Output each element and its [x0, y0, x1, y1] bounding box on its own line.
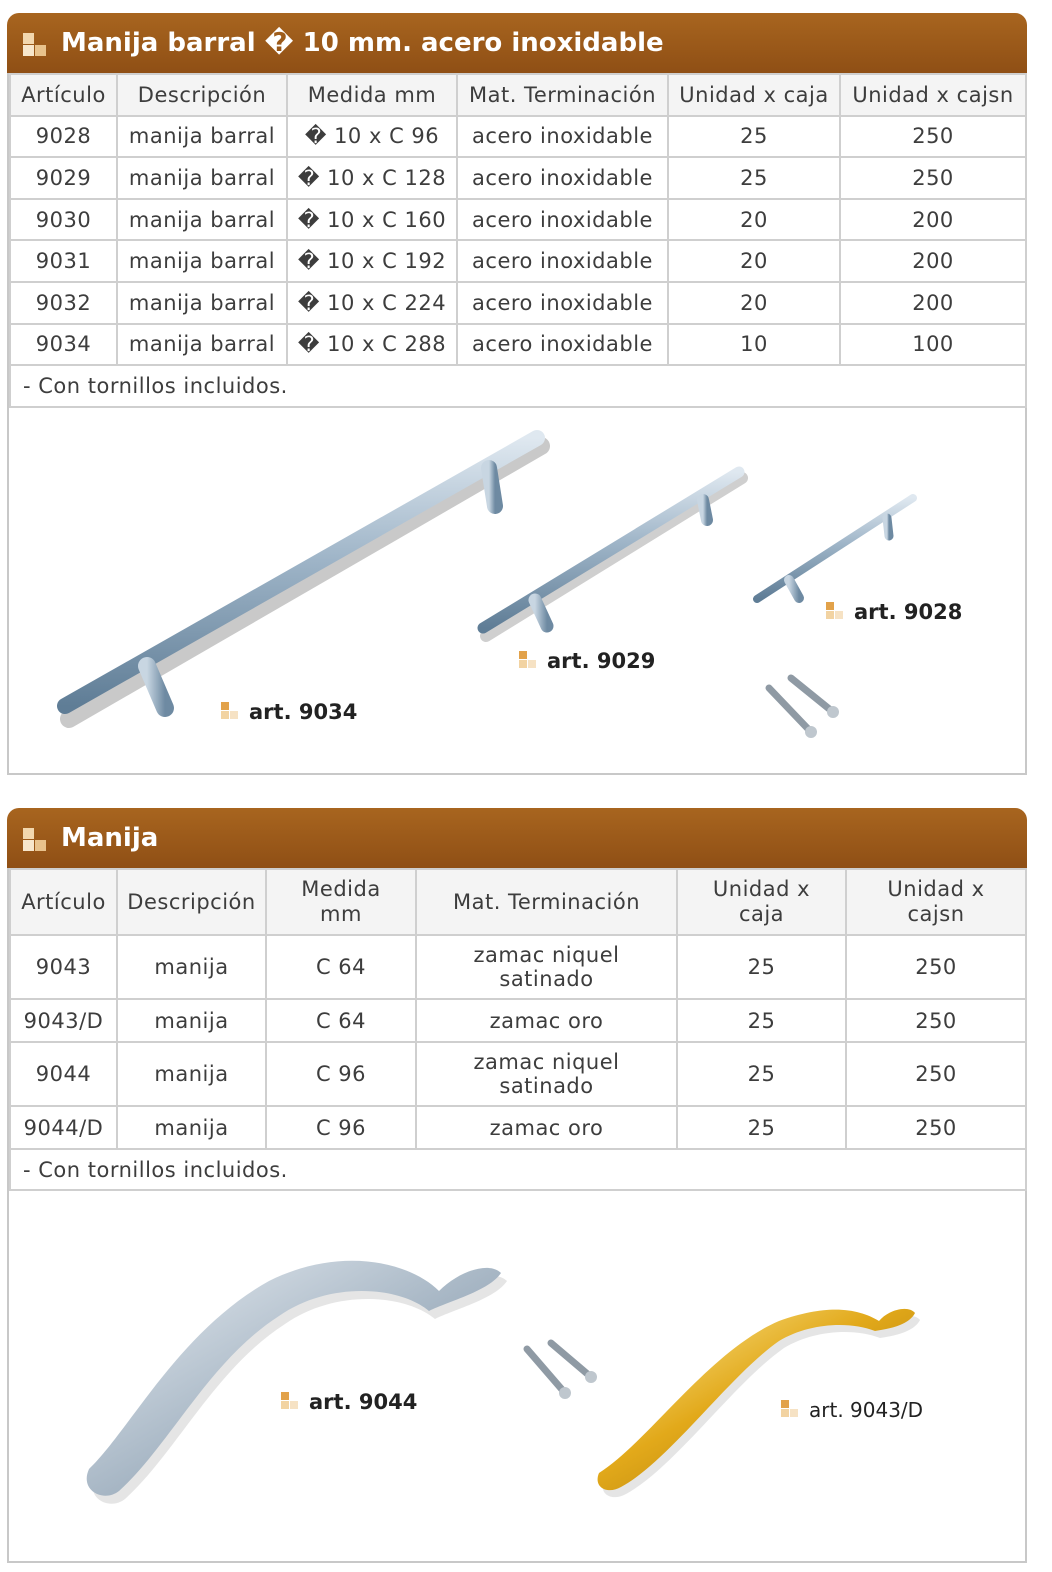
product-photo-manija [9, 1191, 1025, 1561]
bullet-squares-icon [221, 702, 241, 722]
cell-unidad-cajsn: 250 [840, 157, 1026, 199]
cell-terminacion: zamac oro [416, 999, 677, 1042]
cell-unidad-cajsn: 250 [840, 116, 1026, 158]
table-row [10, 999, 1026, 1042]
cell-medida: � 10 x C 160 [287, 199, 457, 241]
note-text: - Con tornillos incluidos. [10, 1149, 1026, 1190]
cell-unidad-cajsn: 200 [840, 282, 1026, 324]
section-header [7, 808, 1027, 868]
note-row [10, 365, 1026, 407]
art-label-9034 [221, 700, 357, 724]
col-unidad-caja: Unidad x caja [677, 869, 846, 935]
cell-articulo: 9029 [10, 157, 117, 199]
col-descripcion: Descripción [117, 74, 287, 116]
col-unidad-cajsn: Unidad x cajsn [846, 869, 1026, 935]
cell-terminacion: acero inoxidable [457, 240, 668, 282]
cell-articulo: 9028 [10, 116, 117, 158]
art-label-9029 [519, 649, 655, 673]
cell-terminacion: acero inoxidable [457, 199, 668, 241]
cell-descripcion: manija [117, 999, 266, 1042]
cell-unidad-caja: 25 [677, 999, 846, 1042]
table-row [10, 1106, 1026, 1149]
section-title: Manija [61, 823, 159, 853]
cell-descripcion: manija [117, 1042, 266, 1106]
cell-unidad-cajsn: 250 [846, 935, 1026, 999]
bullet-squares-icon [781, 1400, 801, 1420]
art-label-text: art. 9044 [309, 1390, 418, 1414]
cell-unidad-cajsn: 250 [846, 999, 1026, 1042]
cell-medida: C 96 [266, 1042, 416, 1106]
art-label-text: art. 9043/D [809, 1398, 924, 1422]
table-header-row [10, 74, 1026, 116]
note-text: - Con tornillos incluidos. [10, 365, 1026, 407]
screws-shape [527, 1343, 597, 1399]
table-row [10, 1042, 1026, 1106]
handle-9034-shape [65, 438, 541, 719]
cell-descripcion: manija barral [117, 282, 287, 324]
art-label-9044 [281, 1390, 417, 1414]
col-articulo: Artículo [10, 74, 117, 116]
product-photo-barral [9, 408, 1025, 773]
cell-articulo: 9032 [10, 282, 117, 324]
cell-unidad-caja: 20 [668, 282, 840, 324]
bullet-squares-icon [519, 651, 539, 671]
cell-medida: C 64 [266, 935, 416, 999]
product-section-barral [7, 13, 1027, 775]
table-row [10, 324, 1026, 366]
col-terminacion: Mat. Terminación [457, 74, 668, 116]
cell-terminacion: acero inoxidable [457, 157, 668, 199]
col-unidad-cajsn: Unidad x cajsn [840, 74, 1026, 116]
cell-medida: � 10 x C 288 [287, 324, 457, 366]
cell-unidad-caja: 25 [668, 157, 840, 199]
cell-articulo: 9034 [10, 324, 117, 366]
cell-unidad-caja: 10 [668, 324, 840, 366]
cell-medida: � 10 x C 224 [287, 282, 457, 324]
cell-unidad-caja: 20 [668, 199, 840, 241]
product-section-manija [7, 808, 1027, 1563]
col-descripcion: Descripción [117, 869, 266, 935]
cell-descripcion: manija barral [117, 240, 287, 282]
cell-articulo: 9044 [10, 1042, 117, 1106]
section-header [7, 13, 1027, 73]
art-label-text: art. 9028 [854, 599, 963, 624]
product-table [9, 868, 1027, 1191]
cell-medida: C 96 [266, 1106, 416, 1149]
art-label-9043d [781, 1398, 923, 1422]
cell-unidad-cajsn: 200 [840, 240, 1026, 282]
col-articulo: Artículo [10, 869, 117, 935]
cell-terminacion: acero inoxidable [457, 116, 668, 158]
cell-articulo: 9031 [10, 240, 117, 282]
cell-unidad-caja: 20 [668, 240, 840, 282]
table-row [10, 199, 1026, 241]
cell-terminacion: acero inoxidable [457, 282, 668, 324]
cell-medida: � 10 x C 128 [287, 157, 457, 199]
table-row [10, 282, 1026, 324]
product-table [9, 73, 1027, 408]
handle-9029-shape [483, 472, 742, 636]
table-row [10, 935, 1026, 999]
table-row [10, 240, 1026, 282]
screws-shape [769, 678, 839, 738]
cell-descripcion: manija barral [117, 116, 287, 158]
cell-descripcion: manija barral [117, 199, 287, 241]
table-row [10, 116, 1026, 158]
art-label-9028 [826, 600, 962, 624]
cell-articulo: 9043 [10, 935, 117, 999]
cell-descripcion: manija [117, 1106, 266, 1149]
cell-articulo: 9044/D [10, 1106, 117, 1149]
table-header-row [10, 869, 1026, 935]
table-row [10, 157, 1026, 199]
bullet-squares-icon [23, 33, 49, 59]
col-unidad-caja: Unidad x caja [668, 74, 840, 116]
cell-terminacion: zamac niquel satinado [416, 935, 677, 999]
cell-descripcion: manija barral [117, 157, 287, 199]
bar-handles-illustration [9, 408, 1025, 773]
cell-unidad-caja: 25 [677, 1106, 846, 1149]
cell-terminacion: zamac oro [416, 1106, 677, 1149]
cell-unidad-caja: 25 [677, 935, 846, 999]
col-terminacion: Mat. Terminación [416, 869, 677, 935]
cell-unidad-caja: 25 [668, 116, 840, 158]
cell-unidad-cajsn: 100 [840, 324, 1026, 366]
cell-unidad-cajsn: 200 [840, 199, 1026, 241]
art-label-text: art. 9034 [249, 699, 358, 724]
cell-unidad-cajsn: 250 [846, 1106, 1026, 1149]
handle-9044-shape [87, 1261, 507, 1504]
col-medida: Medida mm [287, 74, 457, 116]
cell-medida: � 10 x C 192 [287, 240, 457, 282]
cell-medida: C 64 [266, 999, 416, 1042]
art-label-text: art. 9029 [547, 648, 656, 673]
curved-handles-illustration [9, 1191, 1025, 1561]
note-row [10, 1149, 1026, 1190]
bullet-squares-icon [826, 602, 846, 622]
bullet-squares-icon [23, 828, 49, 854]
handle-9028-shape [757, 498, 913, 599]
cell-unidad-caja: 25 [677, 1042, 846, 1106]
cell-medida: � 10 x C 96 [287, 116, 457, 158]
cell-terminacion: acero inoxidable [457, 324, 668, 366]
cell-unidad-cajsn: 250 [846, 1042, 1026, 1106]
cell-terminacion: zamac niquel satinado [416, 1042, 677, 1106]
cell-descripcion: manija [117, 935, 266, 999]
cell-descripcion: manija barral [117, 324, 287, 366]
col-medida: Medida mm [266, 869, 416, 935]
cell-articulo: 9030 [10, 199, 117, 241]
cell-articulo: 9043/D [10, 999, 117, 1042]
bullet-squares-icon [281, 1392, 301, 1412]
section-title: Manija barral � 10 mm. acero inoxidable [61, 28, 664, 58]
